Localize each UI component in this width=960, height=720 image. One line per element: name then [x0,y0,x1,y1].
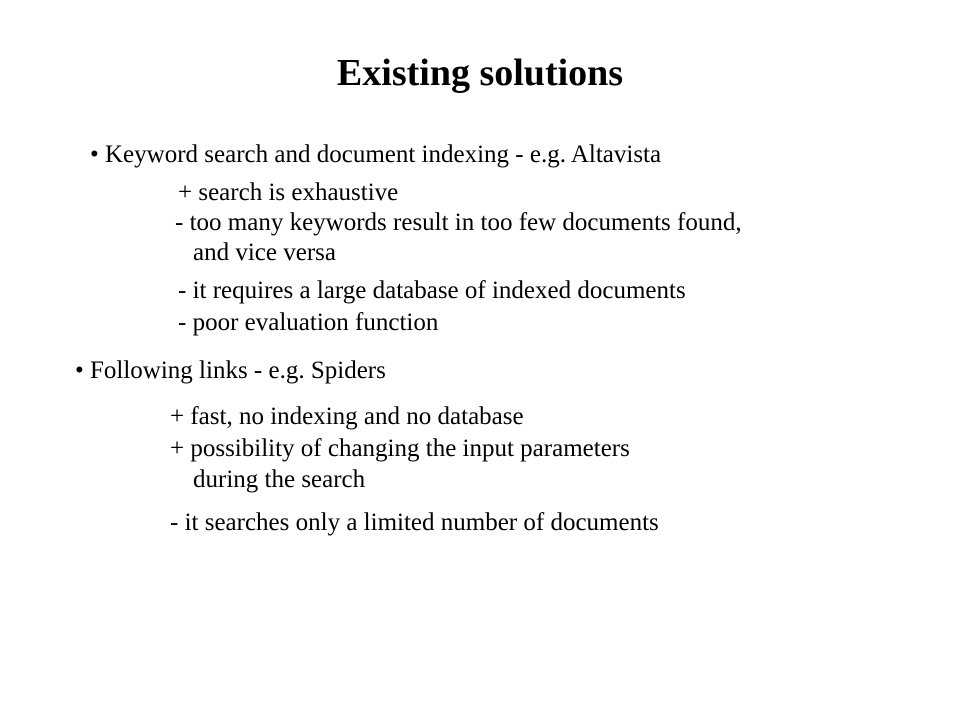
point-limited-documents: - it searches only a limited number of documents [170,509,659,536]
point-fast: + fast, no indexing and no database [170,403,524,430]
point-changing-parameters: + possibility of changing the input parameters [170,435,630,462]
point-large-database: - it requires a large database of indexed documents [178,277,686,304]
point-too-many-keywords-cont: and vice versa [193,239,336,266]
point-too-many-keywords: - too many keywords result in too few documents found, [175,209,742,236]
bullet-following-links: • Following links - e.g. Spiders [75,357,386,384]
slide-title: Existing solutions [336,52,624,94]
point-exhaustive: + search is exhaustive [178,179,399,206]
point-poor-evaluation: - poor evaluation function [178,309,439,336]
point-changing-parameters-cont: during the search [193,466,366,493]
bullet-keyword-search: • Keyword search and document indexing - e.g. Altavista [90,141,662,168]
